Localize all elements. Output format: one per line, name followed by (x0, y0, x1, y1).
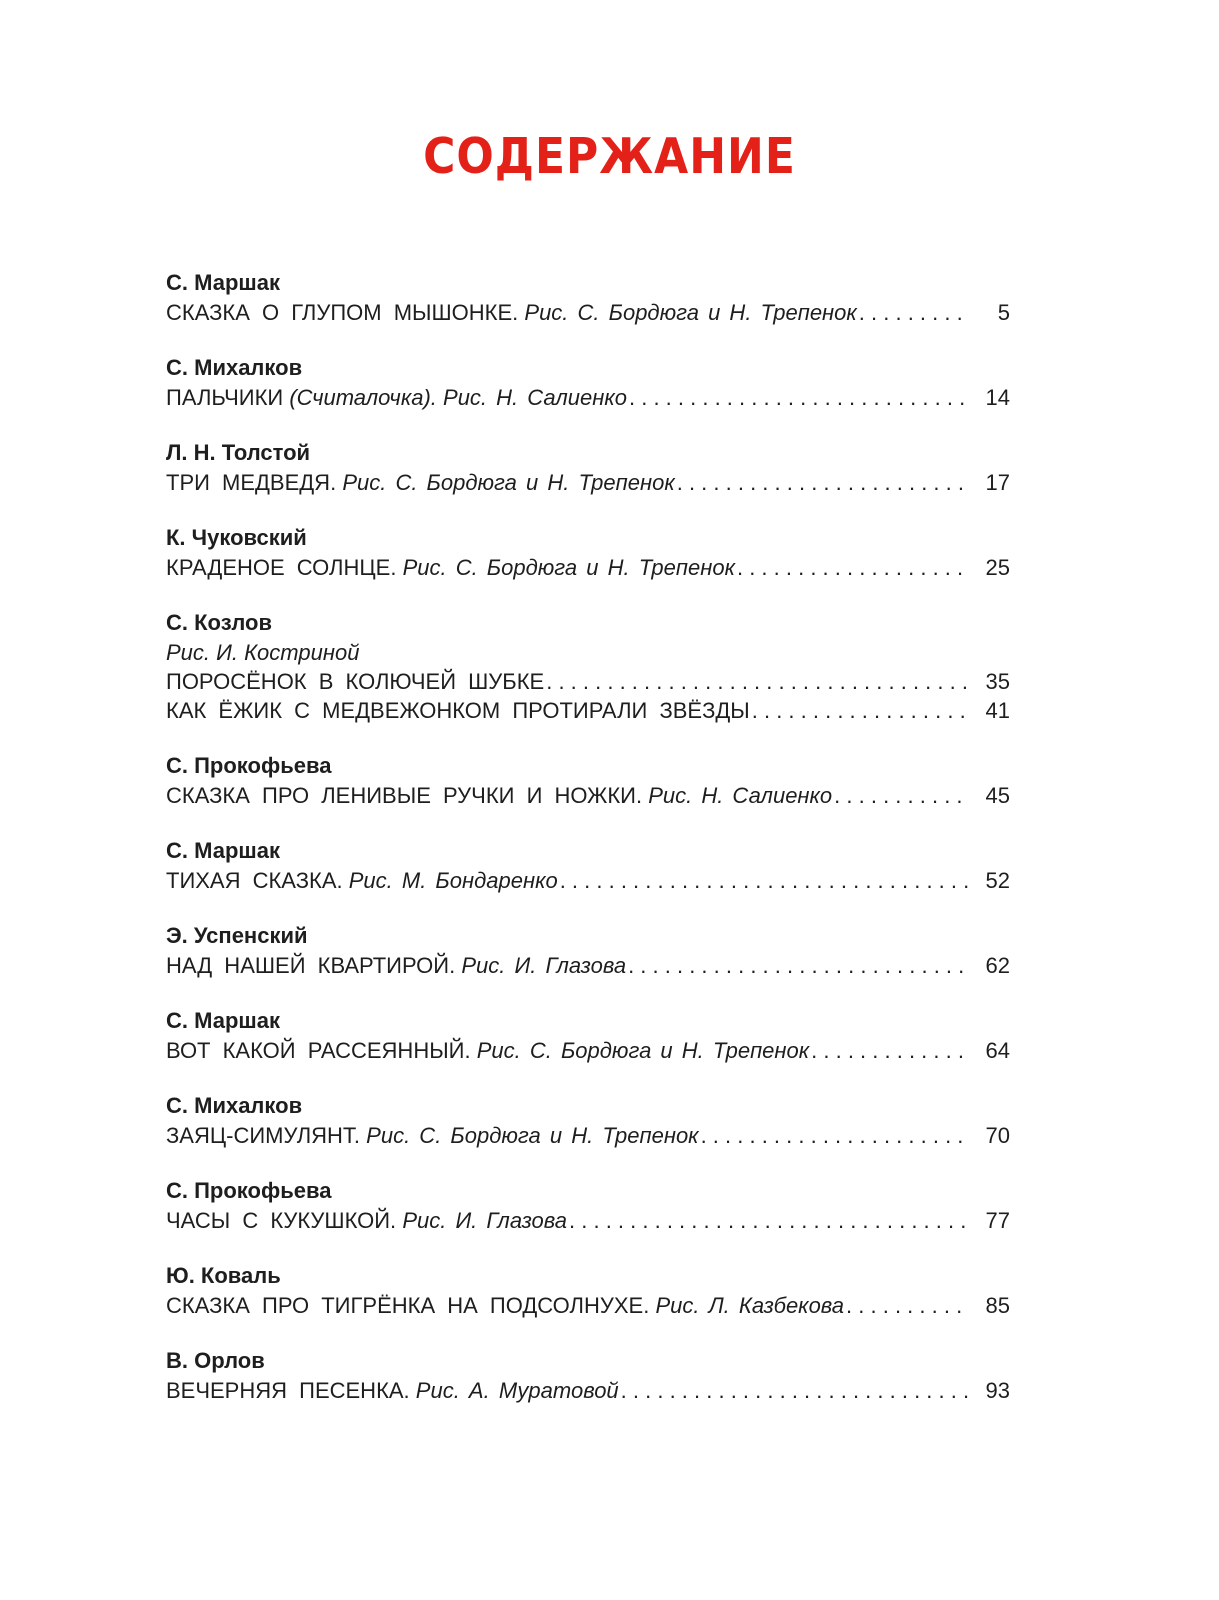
page-number: 41 (985, 698, 1010, 723)
toc-section (166, 751, 1010, 810)
author-name: С. Маршак (166, 270, 280, 295)
toc-entry[interactable] (166, 1376, 1010, 1405)
dot-leader (621, 1376, 970, 1405)
page-number: 70 (985, 1123, 1010, 1148)
entry-text (166, 468, 675, 497)
story-subtitle: (Считалочка). (289, 385, 437, 410)
illustrator: Рис. И. Глазова (461, 953, 627, 978)
story-title: ТРИ МЕДВЕДЯ. (166, 470, 337, 495)
page-number: 64 (985, 1038, 1010, 1063)
illustrator: Рис. Н. Салиенко (443, 385, 627, 410)
story-title: КАК ЁЖИК С МЕДВЕЖОНКОМ ПРОТИРАЛИ ЗВЁЗДЫ (166, 698, 750, 723)
author-name: В. Орлов (166, 1348, 265, 1373)
entry-text (166, 1036, 809, 1065)
page-number: 35 (985, 669, 1010, 694)
dot-leader (569, 1206, 970, 1235)
toc-entry[interactable] (166, 1036, 1010, 1065)
toc-section (166, 1261, 1010, 1320)
entry-text (166, 1291, 844, 1320)
author-name: К. Чуковский (166, 525, 307, 550)
toc-section (166, 438, 1010, 497)
author-name: С. Прокофьева (166, 1178, 332, 1203)
page-title: СОДЕРЖАНИЕ (423, 128, 796, 186)
dot-leader (737, 553, 970, 582)
dot-leader (629, 383, 970, 412)
page-number: 14 (985, 385, 1010, 410)
page-number: 62 (985, 953, 1010, 978)
toc-section (166, 523, 1010, 582)
entry-text (166, 553, 735, 582)
toc-entry[interactable] (166, 781, 1010, 810)
page-number: 85 (985, 1293, 1010, 1318)
toc-entry[interactable] (166, 383, 1010, 412)
toc-section (166, 608, 1010, 725)
author-name: Л. Н. Толстой (166, 440, 311, 465)
author-name: С. Маршак (166, 1008, 280, 1033)
story-title: СКАЗКА ПРО ЛЕНИВЫЕ РУЧКИ И НОЖКИ. (166, 783, 643, 808)
toc-section (166, 1346, 1010, 1405)
entry-text (166, 298, 857, 327)
dot-leader (677, 468, 970, 497)
entry-text (166, 781, 832, 810)
dot-leader (834, 781, 970, 810)
story-title: НАД НАШЕЙ КВАРТИРОЙ. (166, 953, 456, 978)
dot-leader (859, 298, 970, 327)
illustrator: Рис. С. Бордюга и Н. Трепенок (524, 300, 857, 325)
page-number: 93 (985, 1378, 1010, 1403)
author-name: С. Прокофьева (166, 753, 332, 778)
entry-text (166, 1206, 567, 1235)
author-name: С. Козлов (166, 610, 272, 635)
toc-section (166, 353, 1010, 412)
illustrator-note: Рис. И. Костриной (166, 640, 360, 665)
dot-leader (701, 1121, 970, 1150)
entry-text (166, 866, 558, 895)
dot-leader (628, 951, 970, 980)
story-title: ЧАСЫ С КУКУШКОЙ. (166, 1208, 397, 1233)
entry-text (166, 1121, 699, 1150)
page-number: 45 (985, 783, 1010, 808)
story-title: КРАДЕНОЕ СОЛНЦЕ. (166, 555, 397, 580)
story-title: ВОТ КАКОЙ РАССЕЯННЫЙ. (166, 1038, 471, 1063)
illustrator: Рис. С. Бордюга и Н. Трепенок (342, 470, 675, 495)
dot-leader (811, 1036, 970, 1065)
toc-entry[interactable] (166, 1291, 1010, 1320)
illustrator: Рис. С. Бордюга и Н. Трепенок (476, 1038, 810, 1063)
dot-leader (752, 696, 970, 725)
table-of-contents (166, 268, 1010, 1431)
story-title: СКАЗКА ПРО ТИГРЁНКА НА ПОДСОЛНУХЕ. (166, 1293, 650, 1318)
author-name: Э. Успенский (166, 923, 308, 948)
toc-entry[interactable] (166, 866, 1010, 895)
toc-entry[interactable] (166, 1121, 1010, 1150)
illustrator: Рис. М. Бондаренко (348, 868, 558, 893)
illustrator: Рис. С. Бордюга и Н. Трепенок (402, 555, 735, 580)
entry-text (166, 667, 544, 696)
page-number: 25 (985, 555, 1010, 580)
author-name: С. Михалков (166, 355, 303, 380)
story-title: ЗАЯЦ-СИМУЛЯНТ. (166, 1123, 361, 1148)
story-title: ПАЛЬЧИКИ (166, 385, 284, 410)
story-title: СКАЗКА О ГЛУПОМ МЫШОНКЕ. (166, 300, 519, 325)
illustrator: Рис. Л. Казбекова (655, 1293, 845, 1318)
page-number: 5 (997, 300, 1010, 325)
dot-leader (846, 1291, 970, 1320)
toc-section (166, 921, 1010, 980)
page-number: 77 (985, 1208, 1010, 1233)
toc-section (166, 268, 1010, 327)
toc-entry[interactable] (166, 298, 1010, 327)
author-name: С. Михалков (166, 1093, 303, 1118)
page-number: 17 (985, 470, 1010, 495)
page-number: 52 (985, 868, 1010, 893)
story-title: ВЕЧЕРНЯЯ ПЕСЕНКА. (166, 1378, 410, 1403)
illustrator: Рис. И. Глазова (402, 1208, 568, 1233)
toc-entry[interactable] (166, 553, 1010, 582)
toc-section (166, 836, 1010, 895)
entry-text (166, 383, 627, 412)
dot-leader (546, 667, 970, 696)
toc-section (166, 1176, 1010, 1235)
toc-entry[interactable] (166, 951, 1010, 980)
dot-leader (560, 866, 970, 895)
illustrator: Рис. С. Бордюга и Н. Трепенок (366, 1123, 699, 1148)
entry-text (166, 696, 750, 725)
story-title: ПОРОСЁНОК В КОЛЮЧЕЙ ШУБКЕ (166, 669, 545, 694)
toc-entry[interactable] (166, 667, 1010, 696)
toc-entry[interactable] (166, 1206, 1010, 1235)
illustrator: Рис. Н. Салиенко (648, 783, 833, 808)
entry-text (166, 1376, 619, 1405)
author-name: С. Маршак (166, 838, 280, 863)
toc-entry[interactable] (166, 696, 1010, 725)
toc-section (166, 1006, 1010, 1065)
toc-entry[interactable] (166, 468, 1010, 497)
author-name: Ю. Коваль (166, 1263, 281, 1288)
entry-text (166, 951, 626, 980)
illustrator: Рис. А. Муратовой (415, 1378, 619, 1403)
toc-section (166, 1091, 1010, 1150)
story-title: ТИХАЯ СКАЗКА. (166, 868, 343, 893)
